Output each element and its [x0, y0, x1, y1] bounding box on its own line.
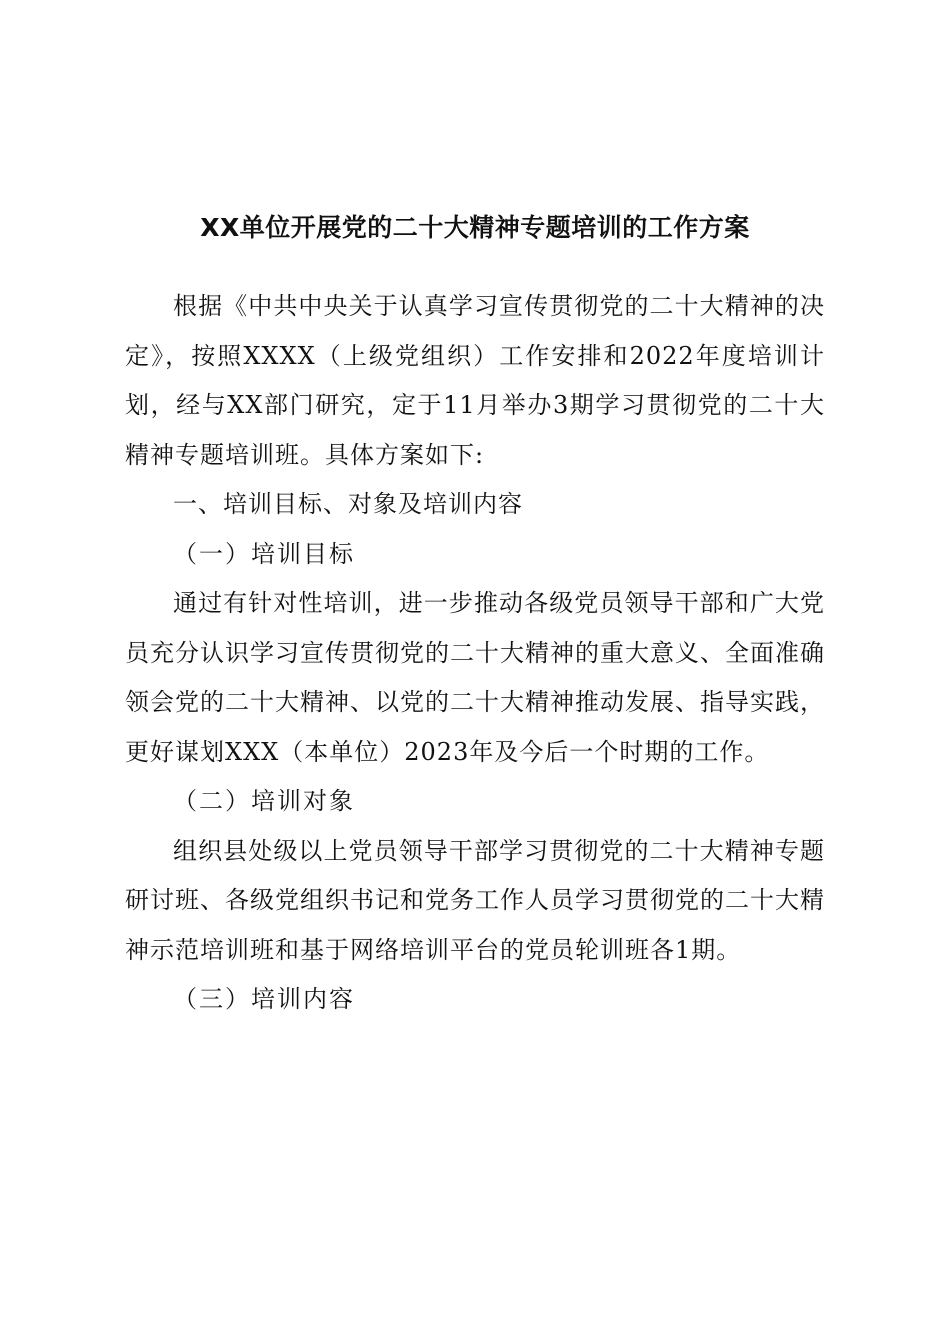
subsection-heading-content: （三）培训内容 — [173, 985, 355, 1013]
targets-paragraph: 组织县处级以上党员领导干部学习贯彻党的二十大精神专题研讨班、各级党组织书记和党务工作人员学习贯彻党的二十大精神示范培训班和基于网络培训平台的党员轮训班各1期。 — [125, 836, 825, 964]
goals-paragraph: 通过有针对性培训，进一步推动各级党员领导干部和广大党员充分认识学习宣传贯彻党的二十大精神的重大意义、全面准确领会党的二十大精神、以党的二十大精神推动发展、指导实践，更好谋划XXX（本单位）2023年及今后一个时期的工作。 — [125, 589, 825, 766]
subsection-heading-targets: （二）培训对象 — [173, 787, 355, 815]
intro-paragraph: 根据《中共中央关于认真学习宣传贯彻党的二十大精神的决定》，按照XXXX（上级党组织）工作安排和2022年度培训计划，经与XX部门研究，定于11月举办3期学习贯彻党的二十大精神专题培训班。具体方案如下: — [125, 292, 825, 469]
subsection-heading-goals: （一）培训目标 — [173, 539, 355, 568]
document-body — [125, 282, 825, 1025]
section-heading-1: 一、培训目标、对象及培训内容 — [173, 490, 523, 518]
document-title: XX单位开展党的二十大精神专题培训的工作方案 — [200, 213, 750, 242]
